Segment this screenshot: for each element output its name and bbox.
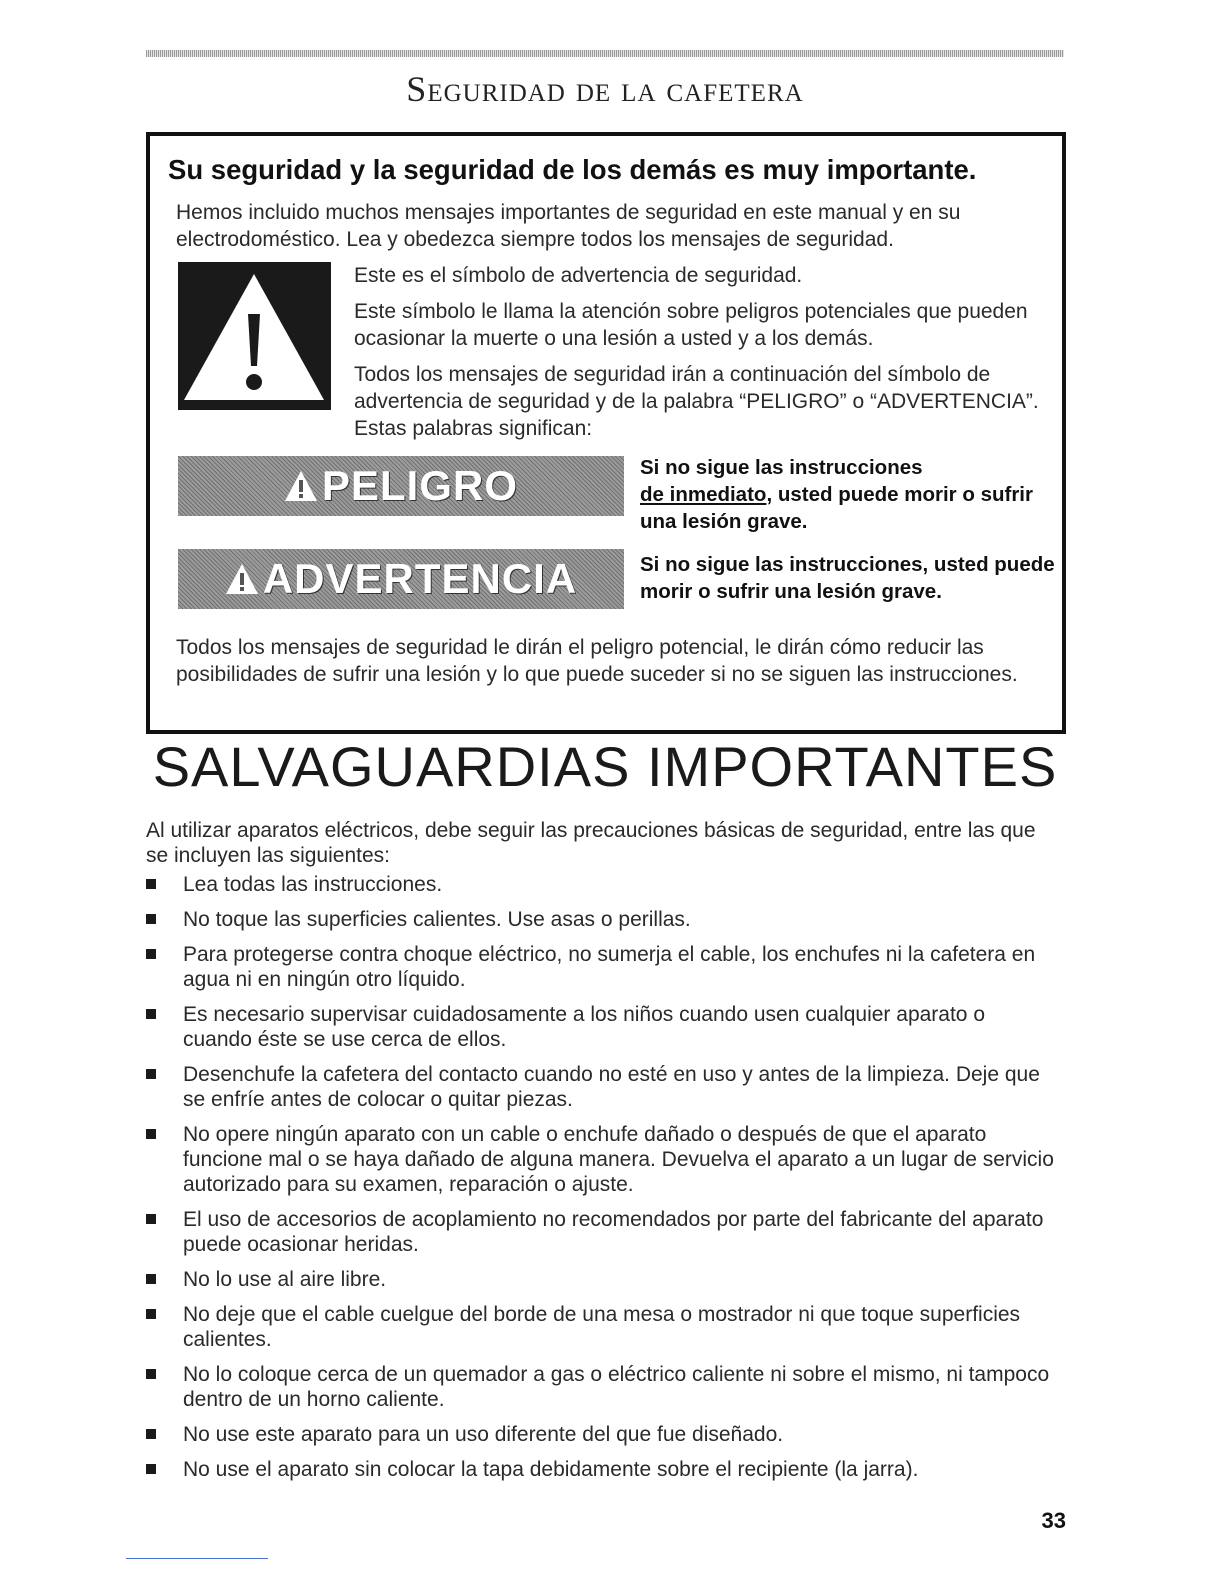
- safety-box-heading: Su seguridad y la seguridad de los demás es muy importante.: [168, 154, 977, 185]
- list-item-text: No opere ningún aparato con un cable o enchufe dañado o después de que el aparato funcione mal o se haya dañado de alguna manera. Devuelva el aparato a un lugar de servicio autorizado para su examen, reparación o ajuste.: [183, 1123, 1054, 1196]
- danger-text-after: , usted puede morir o sufrir una lesión grave.: [640, 483, 1033, 533]
- danger-label: PELIGRO: [321, 462, 519, 509]
- list-item-text: Desenchufe la cafetera del contacto cuando no esté en uso y antes de la limpieza. Deje que se enfríe antes de colocar o quitar piezas.: [183, 1063, 1040, 1111]
- warning-banner: [178, 549, 624, 609]
- safety-box: [146, 132, 1066, 734]
- list-item: [146, 907, 1056, 932]
- bullet-icon: [146, 949, 156, 959]
- safeguards-intro: Al utilizar aparatos eléctricos, debe seguir las precauciones básicas de seguridad, entre las que se incluyen las siguientes:: [146, 819, 1036, 867]
- bullet-icon: [146, 1309, 156, 1319]
- list-item-text: No lo use al aire libre.: [183, 1268, 387, 1291]
- list-item: [146, 942, 1056, 992]
- page-number: 33: [1041, 1508, 1066, 1533]
- list-item-text: No toque las superficies calientes. Use asas o perillas.: [183, 908, 691, 931]
- list-item: [146, 1362, 1056, 1412]
- danger-banner: [178, 456, 624, 516]
- symbol-explanation: [354, 262, 1054, 451]
- danger-text-before: Si no sigue las instrucciones: [640, 456, 923, 479]
- bullet-icon: [146, 1214, 156, 1224]
- warning-description: Si no sigue las instrucciones, usted puede morir o sufrir una lesión grave.: [640, 553, 1055, 603]
- symbol-line: Este símbolo le llama la atención sobre peligros potenciales que pueden ocasionar la muerte o una lesión a usted y a los demás.: [354, 300, 1028, 350]
- symbol-line: Este es el símbolo de advertencia de seguridad.: [354, 264, 803, 287]
- section-title: Seguridad de la cafetera: [406, 69, 804, 109]
- bullet-icon: [146, 1464, 156, 1474]
- symbol-line: Todos los mensajes de seguridad irán a continuación del símbolo de advertencia de seguridad y de la palabra “PELIGRO” o “ADVERTENCIA”. Estas palabras significan:: [354, 363, 1039, 440]
- safeguards-list: [146, 872, 1056, 1492]
- list-item: [146, 1207, 1056, 1257]
- safety-alert-symbol-icon: [178, 262, 331, 410]
- danger-description: [640, 454, 1060, 535]
- bullet-icon: [146, 1069, 156, 1079]
- bullet-icon: [146, 914, 156, 924]
- list-item-text: Es necesario supervisar cuidadosamente a los niños cuando usen cualquier aparato o cuando éste se use cerca de ellos.: [183, 1003, 985, 1051]
- list-item: [146, 1302, 1056, 1352]
- safety-box-footer: Todos los mensajes de seguridad le dirán el peligro potencial, le dirán cómo reducir las posibilidades de sufrir una lesión y lo que puede suceder si no se siguen las instrucciones.: [176, 636, 1018, 686]
- list-item-text: El uso de accesorios de acoplamiento no recomendados por parte del fabricante del aparato puede ocasionar heridas.: [183, 1208, 1044, 1256]
- safeguards-heading: SALVAGUARDIAS IMPORTANTES: [152, 735, 1058, 798]
- list-item: [146, 872, 1056, 897]
- safety-box-intro: Hemos incluido muchos mensajes importantes de seguridad en este manual y en su electrodoméstico. Lea y obedezca siempre todos los mensajes de seguridad.: [176, 201, 961, 251]
- bottom-rule: [126, 1558, 268, 1559]
- bullet-icon: [146, 1369, 156, 1379]
- danger-text-underlined: de inmediato: [640, 483, 767, 506]
- list-item: [146, 1002, 1056, 1052]
- list-item-text: No lo coloque cerca de un quemador a gas o eléctrico caliente ni sobre el mismo, ni tampoco dentro de un horno caliente.: [183, 1363, 1050, 1411]
- warning-label: ADVERTENCIA: [262, 555, 578, 602]
- list-item-text: Para protegerse contra choque eléctrico, no sumerja el cable, los enchufes ni la cafetera en agua ni en ningún otro líquido.: [183, 943, 1036, 991]
- bullet-icon: [146, 879, 156, 889]
- list-item: [146, 1422, 1056, 1447]
- alert-triangle-icon: [284, 469, 318, 503]
- list-item: [146, 1062, 1056, 1112]
- list-item: [146, 1457, 1056, 1482]
- list-item-text: No deje que el cable cuelgue del borde de una mesa o mostrador ni que toque superficies calientes.: [183, 1303, 1021, 1351]
- alert-triangle-icon: [225, 562, 259, 596]
- list-item: [146, 1267, 1056, 1292]
- bullet-icon: [146, 1274, 156, 1284]
- list-item-text: No use este aparato para un uso diferente del que fue diseñado.: [183, 1423, 784, 1446]
- bullet-icon: [146, 1429, 156, 1439]
- list-item-text: Lea todas las instrucciones.: [183, 873, 443, 896]
- list-item-text: No use el aparato sin colocar la tapa debidamente sobre el recipiente (la jarra).: [183, 1458, 919, 1481]
- bullet-icon: [146, 1129, 156, 1139]
- list-item: [146, 1122, 1056, 1197]
- bullet-icon: [146, 1009, 156, 1019]
- top-rule: [146, 50, 1064, 57]
